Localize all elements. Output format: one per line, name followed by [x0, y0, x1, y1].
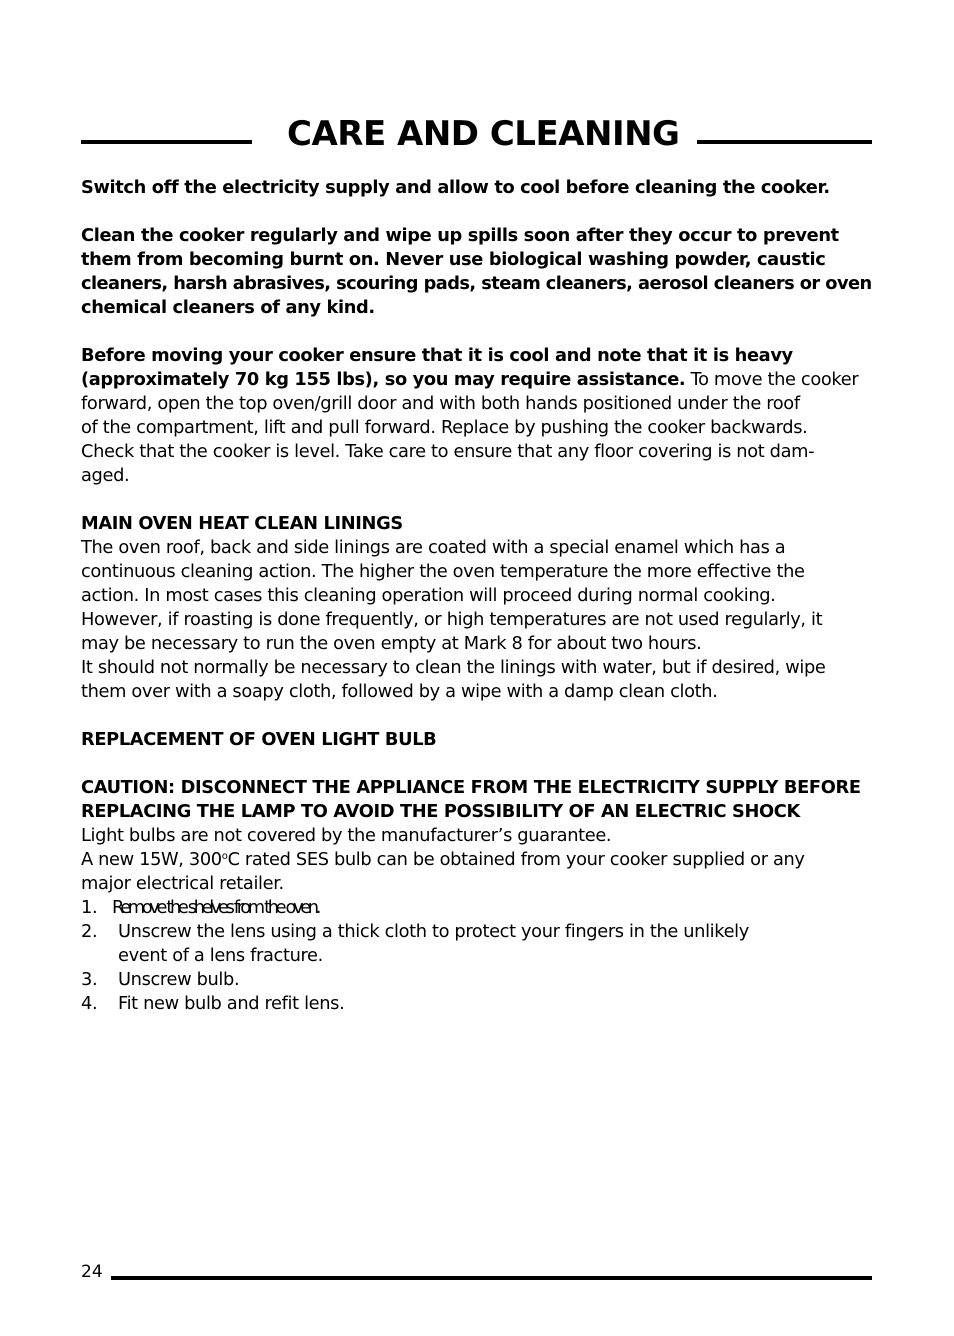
- list-item: [81, 992, 872, 1016]
- weight-note: (approximately 70 kg 155 lbs), so you may require assistance.: [81, 369, 686, 390]
- list-text: Unscrew bulb.: [118, 969, 240, 990]
- paragraph-line: cleaners, harsh abrasives, scouring pads, steam cleaners, aerosol cleaners or oven: [81, 273, 872, 294]
- linings-section: [81, 512, 872, 704]
- list-item: [81, 968, 872, 992]
- spacer: [81, 704, 872, 728]
- moving-cooker-paragraph: [81, 344, 872, 488]
- paragraph-line: them from becoming burnt on. Never use biological washing powder, caustic: [81, 249, 826, 270]
- list-text: Fit new bulb and refit lens.: [118, 993, 345, 1014]
- title-rule-left: [81, 140, 252, 144]
- list-number: 4.: [81, 993, 98, 1014]
- paragraph-line: of the compartment, lift and pull forward. Replace by pushing the cooker backwards.: [81, 417, 808, 438]
- paragraph-line: Clean the cooker regularly and wipe up spills soon after they occur to prevent: [81, 225, 839, 246]
- paragraph-line: action. In most cases this cleaning operation will proceed during normal cooking.: [81, 585, 776, 606]
- caution-line: CAUTION: DISCONNECT THE APPLIANCE FROM THE ELECTRICITY SUPPLY BEFORE: [81, 777, 861, 798]
- title-rule-right: [697, 140, 872, 144]
- page-number: 24: [81, 1262, 103, 1282]
- spacer: [81, 200, 872, 224]
- caution-line: REPLACING THE LAMP TO AVOID THE POSSIBILITY OF AN ELECTRIC SHOCK: [81, 801, 800, 822]
- paragraph-line: Before moving your cooker ensure that it is cool and note that it is heavy: [81, 345, 793, 366]
- paragraph-line: may be necessary to run the oven empty at Mark 8 for about two hours.: [81, 633, 702, 654]
- spacer: [81, 320, 872, 344]
- bulb-rating-text: A new 15W, 300: [81, 849, 222, 870]
- bulb-rating-line: [81, 848, 872, 872]
- bulb-rating-text: C rated SES bulb can be obtained from your cooker supplied or any: [227, 849, 805, 870]
- spacer: [81, 488, 872, 512]
- guarantee-note: Light bulbs are not covered by the manufacturer’s guarantee.: [81, 825, 612, 846]
- degree-sign: o: [221, 851, 228, 862]
- list-text: Remove the shelves from the oven.: [112, 897, 319, 918]
- paragraph-line: However, if roasting is done frequently, or high temperatures are not used regularly, it: [81, 609, 823, 630]
- list-item: [81, 920, 872, 968]
- move-instruction-start: To move the cooker: [685, 369, 859, 390]
- clean-regularly-paragraph: [81, 224, 872, 320]
- list-number: 1.: [81, 897, 98, 918]
- spacer: [81, 752, 872, 776]
- list-item: [81, 896, 872, 920]
- paragraph-line: aged.: [81, 465, 130, 486]
- footer-rule: [111, 1276, 872, 1280]
- list-text: Unscrew the lens using a thick cloth to protect your fingers in the unlikely: [118, 921, 749, 942]
- paragraph-line: chemical cleaners of any kind.: [81, 297, 375, 318]
- bulb-rating-line: major electrical retailer.: [81, 873, 284, 894]
- list-number: 2.: [81, 921, 98, 942]
- section-heading-bulb: REPLACEMENT OF OVEN LIGHT BULB: [81, 729, 437, 750]
- bulb-section: [81, 776, 872, 1016]
- paragraph-line: Check that the cooker is level. Take care to ensure that any floor covering is not dam-: [81, 441, 815, 462]
- title-row: [81, 110, 872, 160]
- paragraph-line: It should not normally be necessary to clean the linings with water, but if desired, wipe: [81, 657, 826, 678]
- list-number: 3.: [81, 969, 98, 990]
- page-content: [81, 176, 872, 1016]
- page-title: CARE AND CLEANING: [287, 114, 680, 154]
- paragraph-line: forward, open the top oven/grill door and with both hands positioned under the roof: [81, 393, 800, 414]
- section-heading-linings: MAIN OVEN HEAT CLEAN LININGS: [81, 513, 403, 534]
- paragraph-line: them over with a soapy cloth, followed by a wipe with a damp clean cloth.: [81, 681, 718, 702]
- switch-off-warning: Switch off the electricity supply and allow to cool before cleaning the cooker.: [81, 177, 830, 198]
- paragraph-line: continuous cleaning action. The higher the oven temperature the more effective the: [81, 561, 805, 582]
- paragraph-line: [81, 368, 872, 392]
- paragraph-line: The oven roof, back and side linings are coated with a special enamel which has a: [81, 537, 786, 558]
- list-text: event of a lens fracture.: [118, 945, 323, 966]
